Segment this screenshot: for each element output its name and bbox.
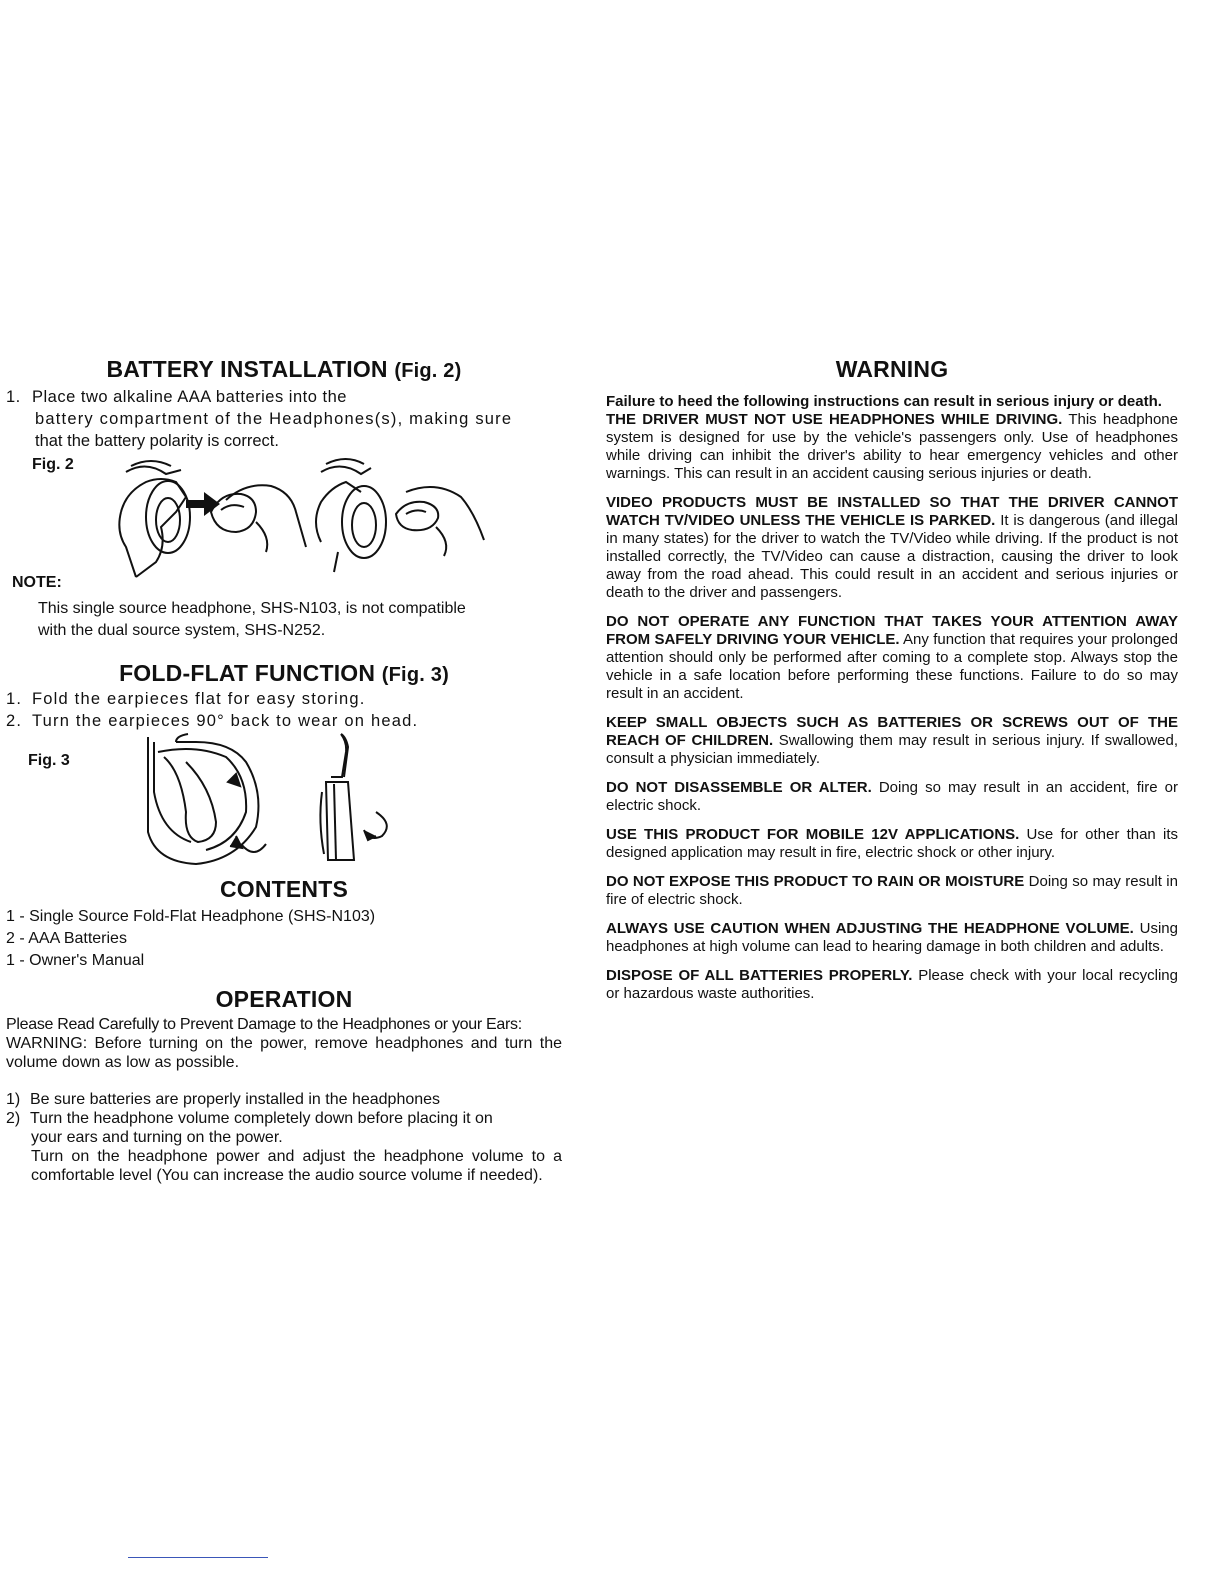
arrow-right-icon — [186, 492, 220, 516]
operation-step-2: 2) Turn the headphone volume completely down before placing it on — [6, 1110, 493, 1127]
warning-item: DISPOSE OF ALL BATTERIES PROPERLY. Please check with your local recycling or hazardous waste authorities. — [606, 967, 1178, 1002]
operation-heading: OPERATION — [215, 986, 353, 1012]
battery-installation-heading: BATTERY INSTALLATION (Fig. 2) — [106, 356, 462, 382]
battery-step-1-line2: battery compartment of the Headphones(s), making sure — [35, 410, 513, 428]
fold-flat-illustration — [136, 732, 416, 872]
operation-step-2-power: Turn on the headphone power and adjust the headphone volume to a comfortable level (You can increase the audio source volume if needed). — [31, 1148, 562, 1184]
right-column — [606, 356, 1178, 1014]
operation-step-2-cont: your ears and turning on the power. — [31, 1129, 283, 1146]
operation-intro: Please Read Carefully to Prevent Damage to the Headphones or your Ears: — [6, 1016, 522, 1033]
fig3-label: Fig. 3 — [28, 752, 70, 769]
warning-item: DO NOT EXPOSE THIS PRODUCT TO RAIN OR MOISTURE Doing so may result in fire of electric shock. — [606, 873, 1178, 908]
warning-item: THE DRIVER MUST NOT USE HEADPHONES WHILE DRIVING. This headphone system is designed for use by the vehicle's passengers only. Use of headphones while driving can inhibit the driver's ability to hear emergency vehicles and other warnings. This can result in an accident causing serious injuries or death. — [606, 411, 1178, 482]
warning-item: USE THIS PRODUCT FOR MOBILE 12V APPLICATIONS. Use for other than its designed application may result in fire, electric shock or other injury. — [606, 826, 1178, 861]
note-line-2: with the dual source system, SHS-N252. — [38, 622, 326, 639]
footer-rule — [128, 1557, 268, 1558]
note-line-1: This single source headphone, SHS-N103, is not compatible — [38, 600, 466, 617]
note-label: NOTE: — [12, 574, 62, 591]
contents-item: 1 - Single Source Fold-Flat Headphone (SHS-N103) — [6, 908, 376, 925]
warning-item: KEEP SMALL OBJECTS SUCH AS BATTERIES OR SCREWS OUT OF THE REACH OF CHILDREN. Swallowing them may result in serious injury. If swallowed, consult a physician immediately. — [606, 714, 1178, 767]
warning-item: VIDEO PRODUCTS MUST BE INSTALLED SO THAT THE DRIVER CANNOT WATCH TV/VIDEO UNLESS THE VEHICLE IS PARKED. It is dangerous (and illegal in many states) for the driver to watch the TV/Video while driving. If the product is not installed correctly, the TV/Video can cause a distraction, causing the driver to look away from the road ahead. This could result in an accident and serious injuries or death to the driver and passengers. — [606, 494, 1179, 601]
battery-step-1-line3: that the battery polarity is correct. — [35, 432, 279, 450]
left-column — [6, 356, 562, 1185]
contents-item: 1 - Owner's Manual — [6, 952, 145, 969]
warning-item: DO NOT DISASSEMBLE OR ALTER. Doing so may result in an accident, fire or electric shock. — [606, 779, 1178, 814]
warning-intro: Failure to heed the following instructions can result in serious injury or death. — [606, 393, 1162, 410]
operation-warning: WARNING: Before turning on the power, remove headphones and turn the volume down as low as possible. — [6, 1035, 562, 1071]
fold-flat-heading: FOLD-FLAT FUNCTION (Fig. 3) — [119, 660, 449, 686]
fold-step-2: 2. Turn the earpieces 90° back to wear on head. — [6, 712, 419, 730]
battery-insertion-illustration — [106, 452, 496, 582]
fig2-block — [6, 452, 562, 578]
contents-item: 2 - AAA Batteries — [6, 930, 127, 947]
warning-heading: WARNING — [835, 356, 949, 382]
warning-item: ALWAYS USE CAUTION WHEN ADJUSTING THE HEADPHONE VOLUME. Using headphones at high volume can lead to hearing damage in both children and adults. — [606, 920, 1178, 955]
fold-step-1: 1. Fold the earpieces flat for easy storing. — [6, 690, 366, 708]
operation-step-1: 1) Be sure batteries are properly installed in the headphones — [6, 1091, 441, 1108]
battery-step-1: 1. Place two alkaline AAA batteries into the — [6, 388, 347, 406]
warning-item: DO NOT OPERATE ANY FUNCTION THAT TAKES YOUR ATTENTION AWAY FROM SAFELY DRIVING YOUR VEHICLE. Any function that requires your prolonged attention should only be performed after coming to a complete stop. Always stop the vehicle in a safe location before performing these functions. Failure to do so may result in an accident. — [606, 613, 1178, 702]
fig2-label: Fig. 2 — [32, 456, 74, 473]
fig3-block — [6, 732, 562, 874]
contents-heading: CONTENTS — [219, 876, 349, 902]
